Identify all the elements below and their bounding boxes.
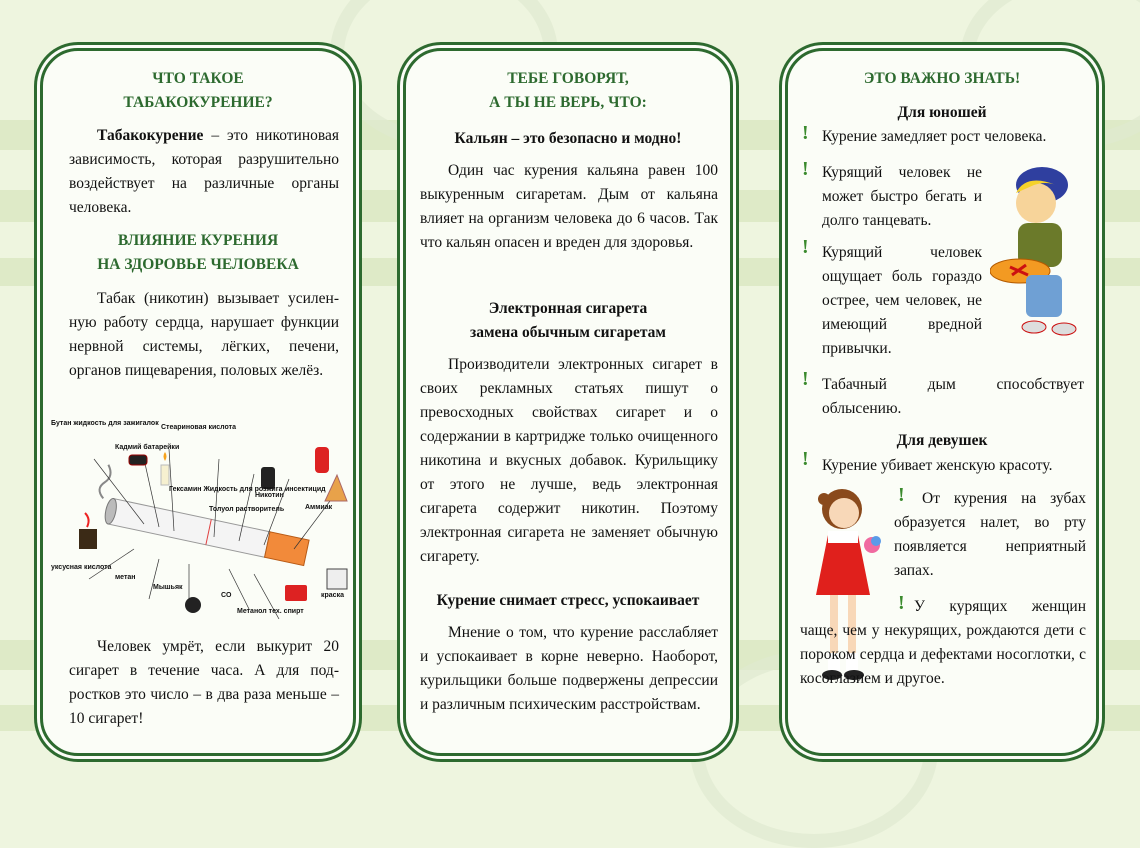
ecig-heading-line2: замена обычным сигаретам bbox=[470, 324, 666, 341]
exclamation-icon: ! bbox=[898, 484, 905, 506]
exclamation-icon: ! bbox=[802, 236, 809, 258]
influence-title-line2: НА ЗДОРОВЬЕ ЧЕЛОВЕКА bbox=[97, 256, 299, 273]
paint-can-icon bbox=[327, 569, 347, 589]
influence-title bbox=[43, 229, 353, 277]
label-methanol: Метанол тех. спирт bbox=[237, 608, 304, 615]
definition-paragraph bbox=[69, 124, 339, 220]
label-ammonia: Аммиак bbox=[305, 504, 333, 511]
panel1-title-line1: ЧТО ТАКОЕ bbox=[152, 70, 244, 87]
exclamation-icon: ! bbox=[802, 448, 809, 470]
boys-item: Табачный дым способствует облысению. bbox=[822, 376, 1084, 417]
label-co: CO bbox=[221, 592, 232, 599]
panel1-title-line2: ТАБАКОКУРЕНИЕ? bbox=[123, 94, 273, 111]
cigarette-composition-diagram bbox=[49, 419, 349, 619]
hookah-paragraph: Один час курения кальяна равен 100 выкуренным сигаретам. Дым от кальяна влияет на организм человека до 6 часов. Так что кальян опасен и вреден для здоровья. bbox=[420, 162, 718, 251]
stress-paragraph: Мнение о том, что курение расслабляет и успокаивает в корне неверно. Наоборот, курильщики больше подвержены депрессии и различным психическим расстройствам. bbox=[420, 624, 718, 713]
panel1-title bbox=[43, 67, 353, 115]
arsenic-skull-icon bbox=[185, 597, 201, 613]
girls-item: У курящих женщин чаще, чем у некурящих, рождаются дети с пороком сердца и дефектами носоглотки, с косоглазием и другое. bbox=[800, 598, 1086, 687]
label-nicotine: Никотин bbox=[255, 492, 284, 499]
ecig-paragraph: Производители электронных сигарет в своих рекламных статьях пишут о превосходных свойствах сигарет и о содержании в картридже только очищенного никотина и вкусных добавок. Курильщику от этого не лучше, ведь электронная сигарета содержит никотин. Поэтому электронная сигарета не заменяет обычную сигарету. bbox=[420, 356, 718, 565]
stress-heading: Курение снимает стресс, успокаивает bbox=[436, 592, 700, 609]
methanol-can-icon bbox=[285, 585, 307, 601]
label-toluene: Толуол растворитель bbox=[209, 506, 285, 513]
label-cadmium: Кадмий батарейки bbox=[115, 444, 180, 451]
influence-paragraph: Табак (никотин) вызывает усиленную работу сердца, нарушает функции нервной системы, лёгких, печени, органов пищеварения, половых желёз. bbox=[69, 290, 339, 379]
panel-myths bbox=[403, 48, 733, 756]
definition-term: Табакокурение bbox=[97, 127, 204, 144]
panel-important bbox=[785, 48, 1099, 756]
boys-item: Курение замедляет рост человека. bbox=[822, 128, 1047, 145]
panel2-title-line2: А ТЫ НЕ ВЕРЬ, ЧТО: bbox=[489, 94, 647, 111]
label-paint: краска bbox=[321, 592, 344, 599]
label-acetic: уксусная кислота bbox=[51, 564, 112, 571]
insecticide-can-icon bbox=[315, 447, 329, 473]
boys-item: Курящий человек ощущает боль гораздо острее, чем человек, не имеющий вредной привычки. bbox=[822, 244, 982, 357]
cigarette-illustration bbox=[93, 464, 316, 566]
boy-illustration bbox=[990, 163, 1082, 343]
girls-item: Курение убивает женскую красоту. bbox=[822, 457, 1053, 474]
ecig-heading bbox=[406, 297, 730, 345]
panel3-title: ЭТО ВАЖНО ЗНАТЬ! bbox=[863, 70, 1021, 87]
influence-title-line1: ВЛИЯНИЕ КУРЕНИЯ bbox=[117, 232, 279, 249]
label-stearic: Стеариновая кислота bbox=[161, 424, 236, 431]
exclamation-icon: ! bbox=[898, 592, 905, 614]
panel2-title bbox=[406, 67, 730, 115]
definition-text: – это никотиновая зависимость, которая разрушительно воздействует на различные органы человека. bbox=[69, 127, 339, 216]
ecig-heading-line1: Электронная сигарета bbox=[488, 300, 648, 317]
ammonia-flask-icon bbox=[325, 475, 347, 501]
boys-item: Курящий человек не может быстро бегать и долго танцевать. bbox=[822, 164, 982, 229]
panel2-title-line1: ТЕБЕ ГОВОРЯТ, bbox=[507, 70, 629, 87]
battery-icon bbox=[129, 455, 147, 465]
acetic-acid-icon bbox=[79, 529, 97, 549]
exclamation-icon: ! bbox=[802, 158, 809, 180]
exclamation-icon: ! bbox=[802, 368, 809, 390]
girls-heading: Для девушек bbox=[896, 432, 988, 449]
candle-icon bbox=[161, 465, 169, 485]
girls-item: От курения на зубах образуется налет, во рту появляется неприятный запах. bbox=[894, 490, 1086, 579]
label-butane: Бутан жидкость для зажигалок bbox=[51, 420, 159, 427]
exclamation-icon: ! bbox=[802, 122, 809, 144]
label-methane: метан bbox=[115, 574, 136, 581]
label-insecticide: инсектицид bbox=[285, 486, 326, 493]
label-arsenic: Мышьяк bbox=[153, 584, 183, 591]
hookah-heading: Кальян – это безопасно и модно! bbox=[454, 130, 682, 147]
closing-paragraph: Человек умрёт, если выкурит 20 сигарет в течение часа. А для подростков это число – в два раза меньше – 10 сигарет! bbox=[69, 638, 339, 727]
boys-heading: Для юношей bbox=[897, 104, 987, 121]
panel-what-is-smoking bbox=[40, 48, 356, 756]
label-hexamine: Гексамин Жидкость для розжига bbox=[169, 486, 283, 493]
